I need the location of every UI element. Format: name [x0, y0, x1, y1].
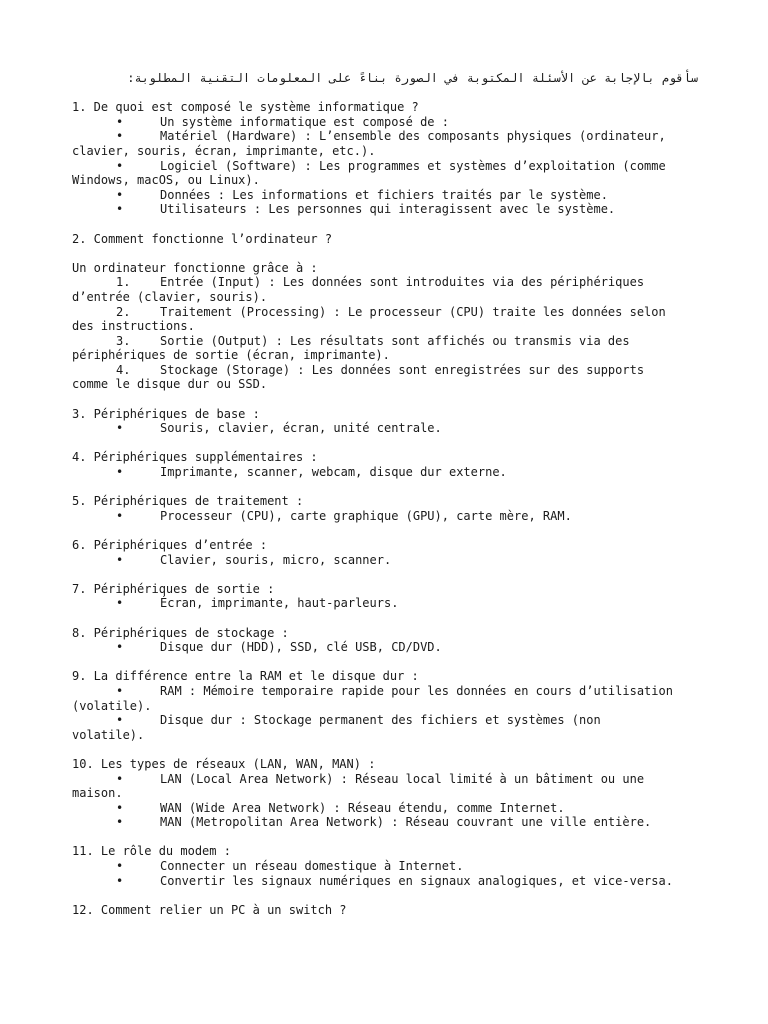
bullet-marker: •: [116, 114, 124, 129]
list-item-continuation: (volatile).: [72, 698, 152, 713]
bullet-marker: •: [116, 552, 124, 567]
list-item-text: LAN (Local Area Network) : Réseau local limité à un bâtiment ou une: [160, 771, 645, 786]
list-item-continuation: d’entrée (clavier, souris).: [72, 289, 268, 304]
section-heading: 9. La différence entre la RAM et le disque dur :: [72, 669, 419, 684]
list-item: [72, 363, 698, 378]
bullet-marker: •: [116, 508, 124, 523]
section-heading: 5. Périphériques de traitement :: [72, 494, 304, 509]
bullet-marker: •: [116, 640, 124, 655]
list-item: [72, 684, 698, 699]
bullet-marker: •: [116, 421, 124, 436]
section-heading: 3. Périphériques de base :: [72, 406, 260, 421]
section-heading: 7. Périphériques de sortie :: [72, 581, 275, 596]
list-item: [72, 772, 698, 787]
list-item: [72, 275, 698, 290]
blank-line: [72, 888, 698, 903]
blank-line: [72, 567, 698, 582]
list-item-text: WAN (Wide Area Network) : Réseau étendu, comme Internet.: [160, 800, 565, 815]
section-heading: 10. Les types de réseaux (LAN, WAN, MAN) :: [72, 756, 376, 771]
blank-line: [72, 480, 698, 495]
bullet-marker: •: [116, 800, 124, 815]
list-item-text: Matériel (Hardware) : L’ensemble des composants physiques (ordinateur,: [160, 129, 666, 144]
section-heading: 12. Comment relier un PC à un switch ?: [72, 902, 347, 917]
bullet-marker: •: [116, 713, 124, 728]
list-item-text: Écran, imprimante, haut-parleurs.: [160, 596, 399, 611]
blank-line: [72, 217, 698, 232]
list-item: [72, 815, 698, 830]
list-item-continuation: maison.: [72, 786, 123, 801]
list-item: [72, 421, 698, 436]
list-item: [72, 640, 698, 655]
list-item-text: MAN (Metropolitan Area Network) : Réseau couvrant une ville entière.: [160, 815, 652, 830]
list-item-text: Disque dur (HDD), SSD, clé USB, CD/DVD.: [160, 640, 442, 655]
list-item-continuation: clavier, souris, écran, imprimante, etc.).: [72, 143, 376, 158]
list-item-continuation: volatile).: [72, 727, 145, 742]
list-item: [72, 553, 698, 568]
list-item-text: Entrée (Input) : Les données sont introduites via des périphériques: [160, 275, 645, 290]
list-item-text: Convertir les signaux numériques en signaux analogiques, et vice-versa.: [160, 873, 673, 888]
list-item-continuation: périphériques de sortie (écran, imprimante).: [72, 348, 390, 363]
section-heading: 4. Périphériques supplémentaires :: [72, 450, 318, 465]
bullet-marker: •: [116, 771, 124, 786]
section-heading: 6. Périphériques d’entrée :: [72, 538, 268, 552]
sections-container: [72, 86, 698, 918]
blank-line: [72, 246, 698, 261]
blank-line: [72, 392, 698, 407]
list-item: [72, 188, 698, 203]
list-item-text: Logiciel (Software) : Les programmes et systèmes d’exploitation (comme: [160, 158, 666, 173]
list-item-text: Imprimante, scanner, webcam, disque dur externe.: [160, 465, 507, 480]
list-item: [72, 334, 698, 349]
list-item-continuation: Windows, macOS, ou Linux).: [72, 173, 260, 188]
list-item: [72, 465, 698, 480]
blank-line: [72, 655, 698, 670]
list-item-text: Clavier, souris, micro, scanner.: [160, 552, 392, 567]
list-item-text: Traitement (Processing) : Le processeur (CPU) traite les données selon: [160, 304, 666, 319]
list-item: [72, 159, 698, 174]
bullet-marker: •: [116, 859, 124, 874]
blank-line: [72, 86, 698, 101]
list-item: [72, 596, 698, 611]
list-item-text: Connecter un réseau domestique à Internet.: [160, 859, 464, 874]
bullet-marker: •: [116, 202, 124, 217]
document-body: [72, 71, 698, 917]
bullet-marker: •: [116, 873, 124, 888]
list-item: [72, 713, 698, 728]
list-number: 1.: [116, 275, 131, 290]
list-item-text: Données : Les informations et fichiers traités par le système.: [160, 187, 608, 202]
list-number: 4.: [116, 362, 131, 377]
list-number: 3.: [116, 333, 131, 348]
section-heading: 11. Le rôle du modem :: [72, 844, 231, 859]
section-heading: 1. De quoi est composé le système informatique ?: [72, 100, 419, 115]
bullet-marker: •: [116, 187, 124, 202]
list-item: [72, 305, 698, 320]
bullet-marker: •: [116, 683, 124, 698]
list-item-text: Un système informatique est composé de :: [160, 114, 449, 129]
blank-line: [72, 436, 698, 451]
bullet-marker: •: [116, 465, 124, 480]
list-item-text: Utilisateurs : Les personnes qui interagissent avec le système.: [160, 202, 616, 217]
list-item: [72, 874, 698, 889]
list-item: [72, 115, 698, 130]
list-item-text: Sortie (Output) : Les résultats sont affichés ou transmis via des: [160, 333, 630, 348]
list-number: 2.: [116, 304, 131, 319]
list-item-text: Processeur (CPU), carte graphique (GPU), carte mère, RAM.: [160, 508, 572, 523]
list-item-text: RAM : Mémoire temporaire rapide pour les données en cours d’utilisation: [160, 683, 673, 698]
list-item-text: Disque dur : Stockage permanent des fichiers et systèmes (non: [160, 713, 601, 728]
list-item-continuation: comme le disque dur ou SSD.: [72, 377, 268, 392]
blank-line: [72, 742, 698, 757]
list-item: [72, 859, 698, 874]
blank-line: [72, 830, 698, 845]
list-item: [72, 202, 698, 217]
blank-line: [72, 523, 698, 538]
bullet-marker: •: [116, 158, 124, 173]
list-item: [72, 801, 698, 816]
bullet-marker: •: [116, 815, 124, 830]
section-heading: 2. Comment fonctionne l’ordinateur ?: [72, 231, 333, 246]
list-item-continuation: des instructions.: [72, 319, 195, 334]
list-item-text: Souris, clavier, écran, unité centrale.: [160, 421, 442, 436]
intro-line: سأقوم بالإجابة عن الأسئلة المكتوبة في الصورة بناءً على المعلومات التقنية المطلوبة:: [127, 71, 698, 85]
list-item-text: Stockage (Storage) : Les données sont enregistrées sur des supports: [160, 362, 645, 377]
list-item: [72, 129, 698, 144]
section-subheading: Un ordinateur fonctionne grâce à :: [72, 260, 318, 275]
bullet-marker: •: [116, 596, 124, 611]
blank-line: [72, 611, 698, 626]
list-item: [72, 509, 698, 524]
bullet-marker: •: [116, 129, 124, 144]
section-heading: 8. Périphériques de stockage :: [72, 625, 289, 640]
